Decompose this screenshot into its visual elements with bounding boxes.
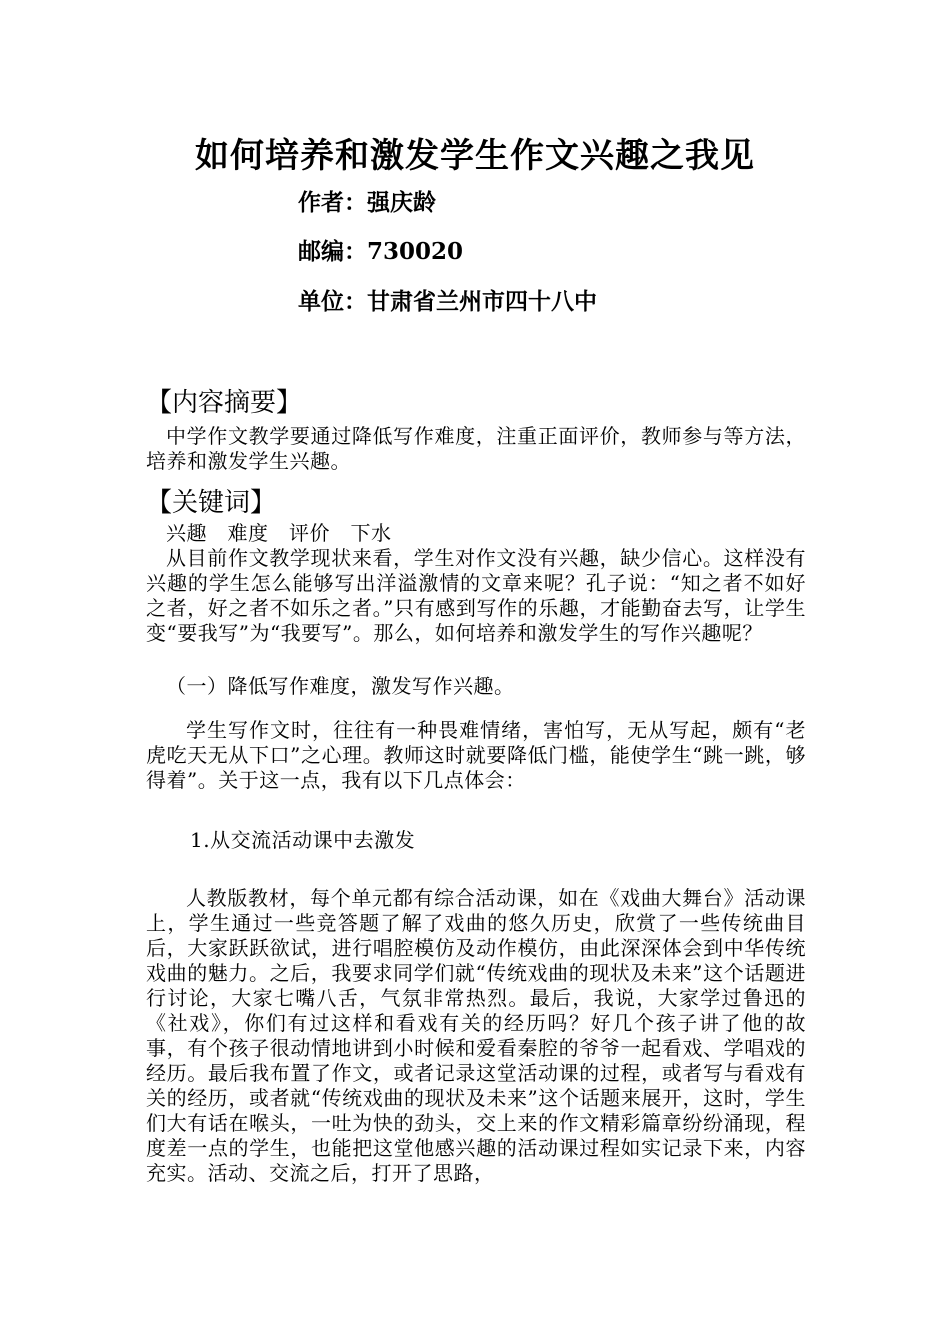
keywords-heading: 【关键词】	[146, 488, 277, 518]
abstract-heading: 【内容摘要】	[146, 388, 303, 418]
item1-paragraph: 人教版教材，每个单元都有综合活动课，如在《戏曲大舞台》活动课上，学生通过一些竞答题了解了戏曲的悠久历史，欣赏了一些传统曲目后，大家跃跃欲试，进行唱腔模仿及动作模仿，由此深深体会到中华传统戏曲的魅力。之后，我要求同学们就“传统戏曲的现状及未来”这个话题进行讨论，大家七嘴八舌，气氛非常热烈。最后，我说，大家学过鲁迅的《社戏》，你们有过这样和看戏有关的经历吗？好几个孩子讲了他的故事，有个孩子很动情地讲到小时候和爱看秦腔的爷爷一起看戏、学唱戏的经历。最后我布置了作文，或者记录这堂活动课的过程，或者写与看戏有关的经历，或者就“传统戏曲的现状及未来”这个话题来展开，这时，学生们大有话在喉头，一吐为快的劲头，交上来的作文精彩篇章纷纷涌现，程度差一点的学生，也能把这堂他感兴趣的活动课过程如实记录下来，内容充实。活动、交流之后，打开了思路，	[146, 886, 806, 1185]
section1-paragraph: 学生写作文时，往往有一种畏难情绪，害怕写，无从写起，颇有“老虎吃天无从下口”之心理。教师这时就要降低门槛，能使学生“跳一跳，够得着”。关于这一点，我有以下几点体会：	[146, 718, 806, 792]
author-line: 作者：强庆龄	[298, 189, 436, 216]
document-title: 如何培养和激发学生作文兴趣之我见	[195, 136, 755, 176]
unit-line: 单位：甘肃省兰州市四十八中	[298, 288, 597, 315]
postcode-line: 邮编：730020	[298, 238, 464, 265]
section1-heading: （一）降低写作难度，激发写作兴趣。	[166, 674, 515, 698]
keywords-paragraph: 兴趣 难度 评价 下水	[166, 521, 392, 545]
intro-paragraph: 从目前作文教学现状来看，学生对作文没有兴趣，缺少信心。这样没有兴趣的学生怎么能够写出洋溢激情的文章来呢？孔子说：“知之者不如好之者，好之者不如乐之者。”只有感到写作的乐趣，才能勤奋去写，让学生变“要我写”为“我要写”。那么，如何培养和激发学生的写作兴趣呢？	[146, 546, 806, 645]
abstract-paragraph: 中学作文教学要通过降低写作难度，注重正面评价，教师参与等方法，培养和激发学生兴趣。	[146, 424, 806, 473]
item1-heading: 1.从交流活动课中去激发	[190, 828, 416, 852]
